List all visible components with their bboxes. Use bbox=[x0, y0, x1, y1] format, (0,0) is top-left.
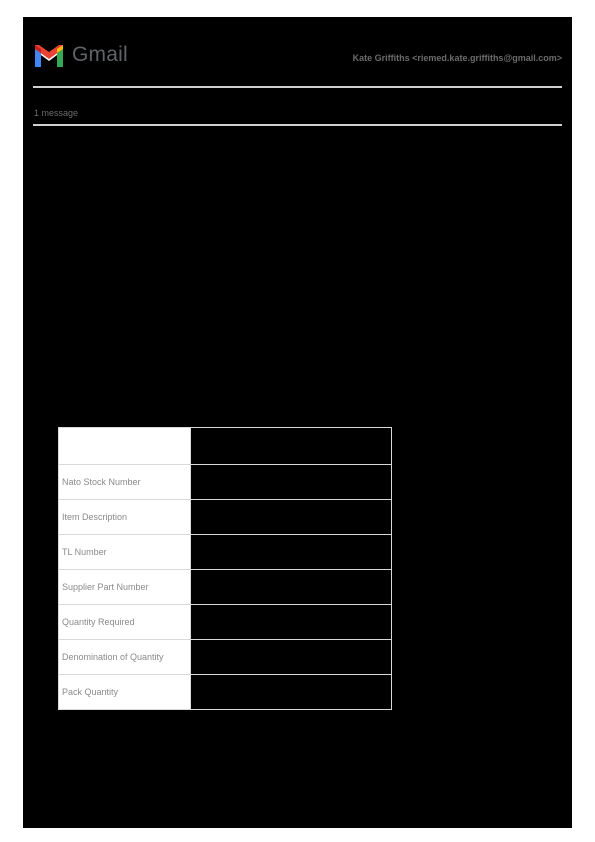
message-count: 1 message bbox=[34, 108, 79, 118]
header-divider bbox=[33, 86, 562, 88]
email-printout bbox=[23, 17, 572, 828]
table-value-cell bbox=[191, 465, 392, 500]
table-value-cell bbox=[191, 640, 392, 675]
table-value-cell bbox=[191, 535, 392, 570]
sender-address: Kate Griffiths <riemed.kate.griffiths@gmail.com> bbox=[352, 53, 562, 63]
table-value-cell bbox=[191, 570, 392, 605]
table-value-cell bbox=[191, 605, 392, 640]
table-value-cell bbox=[191, 500, 392, 535]
table-row bbox=[59, 465, 392, 500]
table-row bbox=[59, 605, 392, 640]
table-value-cell bbox=[191, 675, 392, 710]
table-row bbox=[59, 570, 392, 605]
table-label-cell: TL Number bbox=[59, 535, 191, 570]
table-row bbox=[59, 640, 392, 675]
table-row bbox=[59, 535, 392, 570]
table-label-cell: Pack Quantity bbox=[59, 675, 191, 710]
table-label-cell: Quantity Required bbox=[59, 605, 191, 640]
thread-divider bbox=[33, 124, 562, 126]
gmail-wordmark: Gmail bbox=[72, 43, 128, 66]
table-label-cell: Item Description bbox=[59, 500, 191, 535]
table-row bbox=[59, 500, 392, 535]
item-details-table bbox=[58, 427, 392, 710]
table-label-cell: Supplier Part Number bbox=[59, 570, 191, 605]
table-label-cell: Denomination of Quantity bbox=[59, 640, 191, 675]
gmail-m-icon bbox=[33, 43, 65, 67]
table-label-cell bbox=[59, 428, 191, 465]
table-value-cell bbox=[191, 428, 392, 465]
table-row bbox=[59, 428, 392, 465]
gmail-logo bbox=[33, 43, 128, 67]
table-row bbox=[59, 675, 392, 710]
table-label-cell: Nato Stock Number bbox=[59, 465, 191, 500]
